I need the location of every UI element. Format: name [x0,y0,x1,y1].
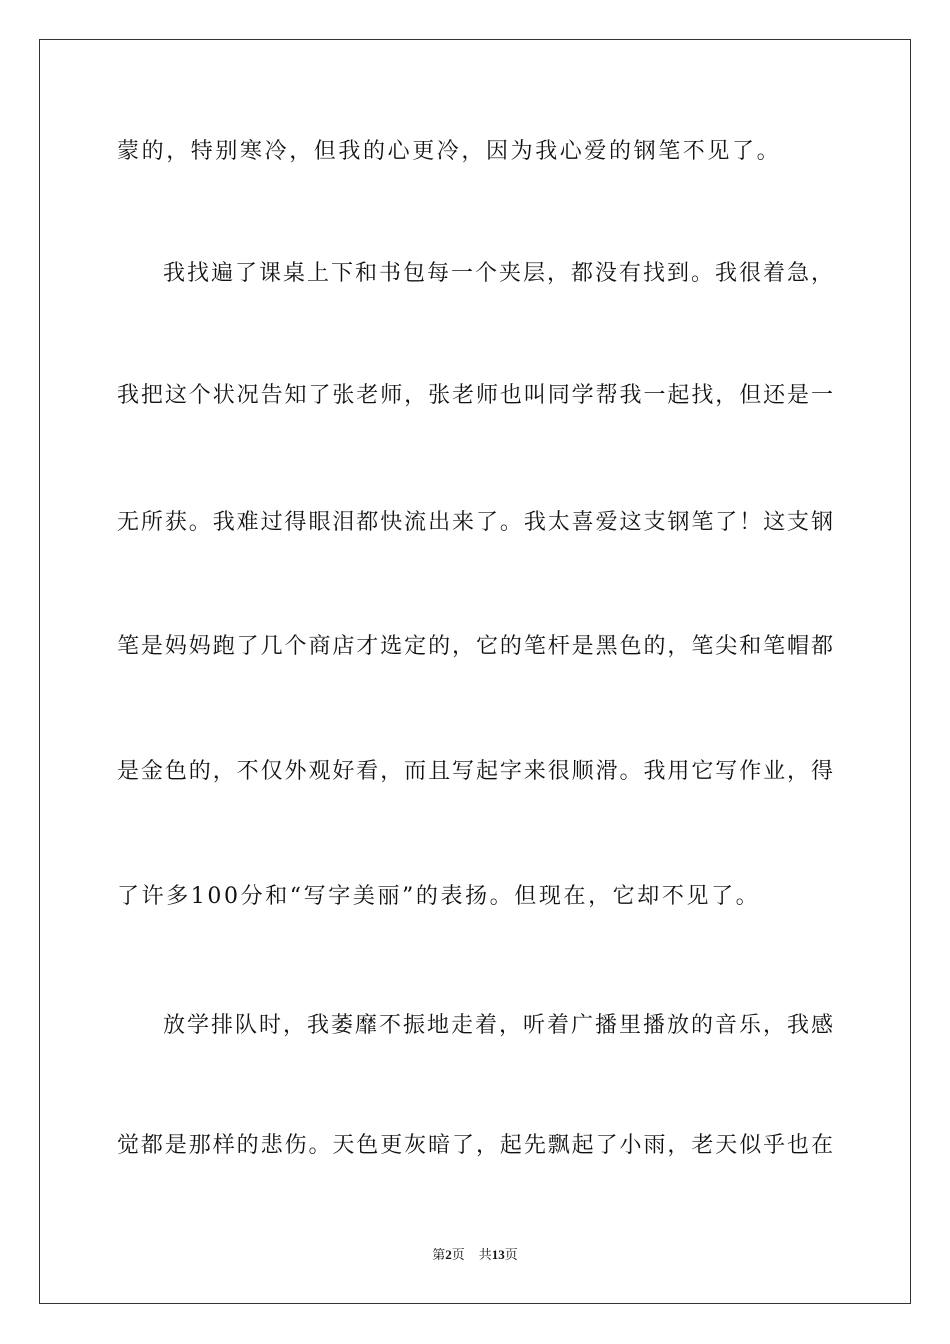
page-suffix: 页 [451,1248,465,1263]
page-border [39,39,911,1304]
total-suffix: 页 [504,1248,518,1263]
text-line-1: 蒙的，特别寒冷，但我的心更冷，因为我心爱的钢笔不见了。 [117,139,782,164]
text-line-8: 放学排队时，我萎靡不振地走着，听着广播里播放的音乐，我感 [163,1013,833,1038]
text-line-2: 我找遍了课桌上下和书包每一个夹层，都没有找到。我很着急， [163,261,833,286]
page-footer [0,1246,950,1265]
text-line-4: 无所获。我难过得眼泪都快流出来了。我太喜爱这支钢笔了！这支钢 [117,510,833,535]
total-prefix: 共 [478,1248,492,1263]
text-line-7: 了许多100分和“写字美丽”的表扬。但现在，它却不见了。 [117,884,761,909]
total-pages: 13 [491,1247,505,1262]
text-line-3: 我把这个状况告知了张老师，张老师也叫同学帮我一起找，但还是一 [117,383,833,408]
page-number: 2 [445,1247,452,1262]
page-prefix: 第 [432,1248,446,1263]
text-line-9: 觉都是那样的悲伤。天色更灰暗了，起先飘起了小雨，老天似乎也在 [117,1133,833,1158]
text-line-6: 是金色的，不仅外观好看，而且写起字来很顺滑。我用它写作业，得 [117,759,833,784]
text-line-5: 笔是妈妈跑了几个商店才选定的，它的笔杆是黑色的，笔尖和笔帽都 [117,634,833,659]
